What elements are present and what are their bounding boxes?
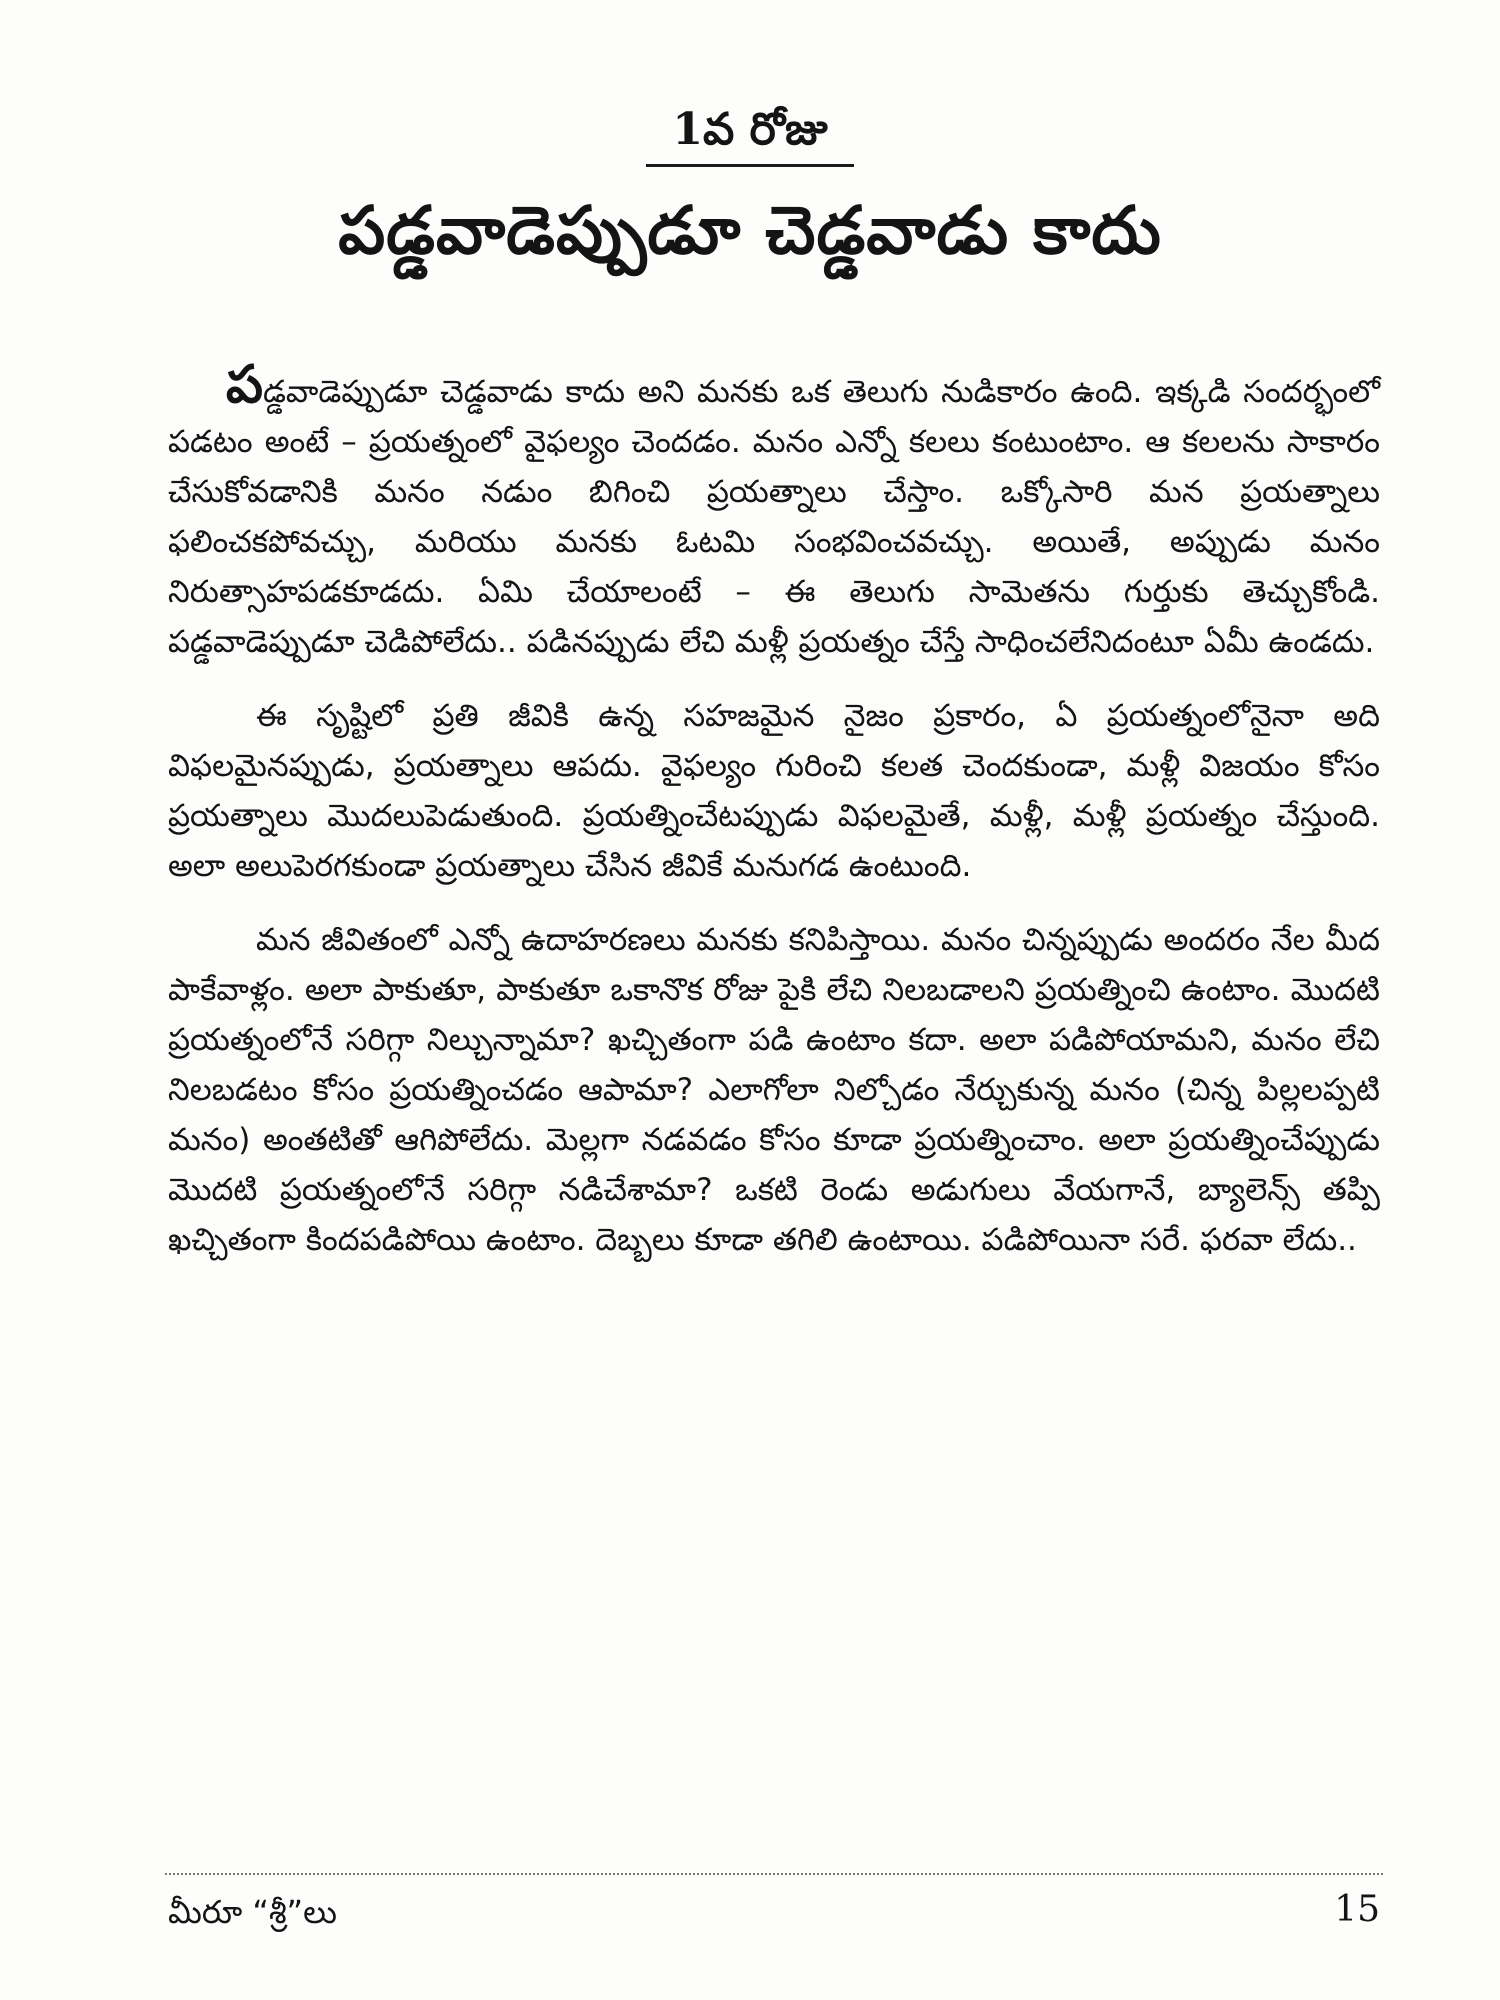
- day-number: 1: [672, 104, 704, 155]
- day-label-underline: [646, 100, 853, 167]
- footer-divider: [165, 1873, 1383, 1875]
- paragraph-1-text: డ్డవాడెప్పుడూ చెడ్డవాడు కాదు అని మనకు ఒక తెలుగు నుడికారం ఉంది. ఇక్కడి సందర్భంలో పడటం అంటే – ప్రయత్నంలో వైఫల్యం చెందడం. మనం ఎన్నో కలలు కంటుంటాం. ఆ కలలను సాకారం చేసుకోవడానికి మనం నడుం బిగించి ప్రయత్నాలు చేస్తాం. ఒక్కోసారి మన ప్రయత్నాలు ఫలించకపోవచ్చు, మరియు మనకు ఓటమి సంభవించవచ్చు. అయితే, అప్పుడు మనం నిరుత్సాహపడకూడదు. ఏమి చేయాలంటే – ఈ తెలుగు సామెతను గుర్తుకు తెచ్చుకోండి. పడ్డవాడెప్పుడూ చెడిపోలేదు.. పడినప్పుడు లేచి మళ్లీ ప్రయత్నం చేస్తే సాధించలేనిదంటూ ఏమీ ఉండదు.: [168, 374, 1380, 660]
- chapter-title: పడ్డవాడెప్పుడూ చెడ్డవాడు కాదు: [338, 192, 1162, 269]
- paragraph-1: [168, 355, 1380, 667]
- drop-cap: ప: [226, 355, 263, 415]
- day-word: వ రోజు: [703, 104, 828, 155]
- page-number: 15: [1334, 1889, 1380, 1930]
- paragraph-2: ఈ సృష్టిలో ప్రతి జీవికి ఉన్న సహజమైన నైజం ప్రకారం, ఏ ప్రయత్నంలోనైనా అది విఫలమైనప్పుడు, ప్రయత్నాలు ఆపదు. వైఫల్యం గురించి కలత చెందకుండా, మళ్లీ విజయం కోసం ప్రయత్నాలు మొదలుపెడుతుంది. ప్రయత్నించేటప్పుడు విఫలమైతే, మళ్లీ, మళ్లీ ప్రయత్నం చేస్తుంది. అలా అలుపెరగకుండా ప్రయత్నాలు చేసిన జీవికే మనుగడ ఉంటుంది.: [168, 698, 1380, 884]
- day-label: [0, 100, 1500, 167]
- paragraph-3: మన జీవితంలో ఎన్నో ఉదాహరణలు మనకు కనిపిస్తాయి. మనం చిన్నప్పుడు అందరం నేల మీద పాకేవాళ్లం. అలా పాకుతూ, పాకుతూ ఒకానొక రోజు పైకి లేచి నిలబడాలని ప్రయత్నించి ఉంటాం. మొదటి ప్రయత్నంలోనే సరిగ్గా నిల్చున్నామా? ఖచ్చితంగా పడి ఉంటాం కదా. అలా పడిపోయామని, మనం లేచి నిలబడటం కోసం ప్రయత్నించడం ఆపామా? ఎలాగోలా నిల్చోడం నేర్చుకున్న మనం (చిన్న పిల్లలప్పటి మనం) అంతటితో ఆగిపోలేదు. మెల్లగా నడవడం కోసం కూడా ప్రయత్నించాం. అలా ప్రయత్నించేప్పుడు మొదటి ప్రయత్నంలోనే సరిగ్గా నడిచేశామా? ఒకటి రెండు అడుగులు వేయగానే, బ్యాలెన్స్ తప్పి ఖచ్చితంగా కిందపడిపోయి ఉంటాం. దెబ్బలు కూడా తగిలి ఉంటాయి. పడిపోయినా సరే. ఫరవా లేదు..: [168, 922, 1380, 1258]
- body-text: [168, 355, 1380, 1289]
- footer-book-title: మీరూ “శ్రీ”లు: [168, 1893, 337, 1931]
